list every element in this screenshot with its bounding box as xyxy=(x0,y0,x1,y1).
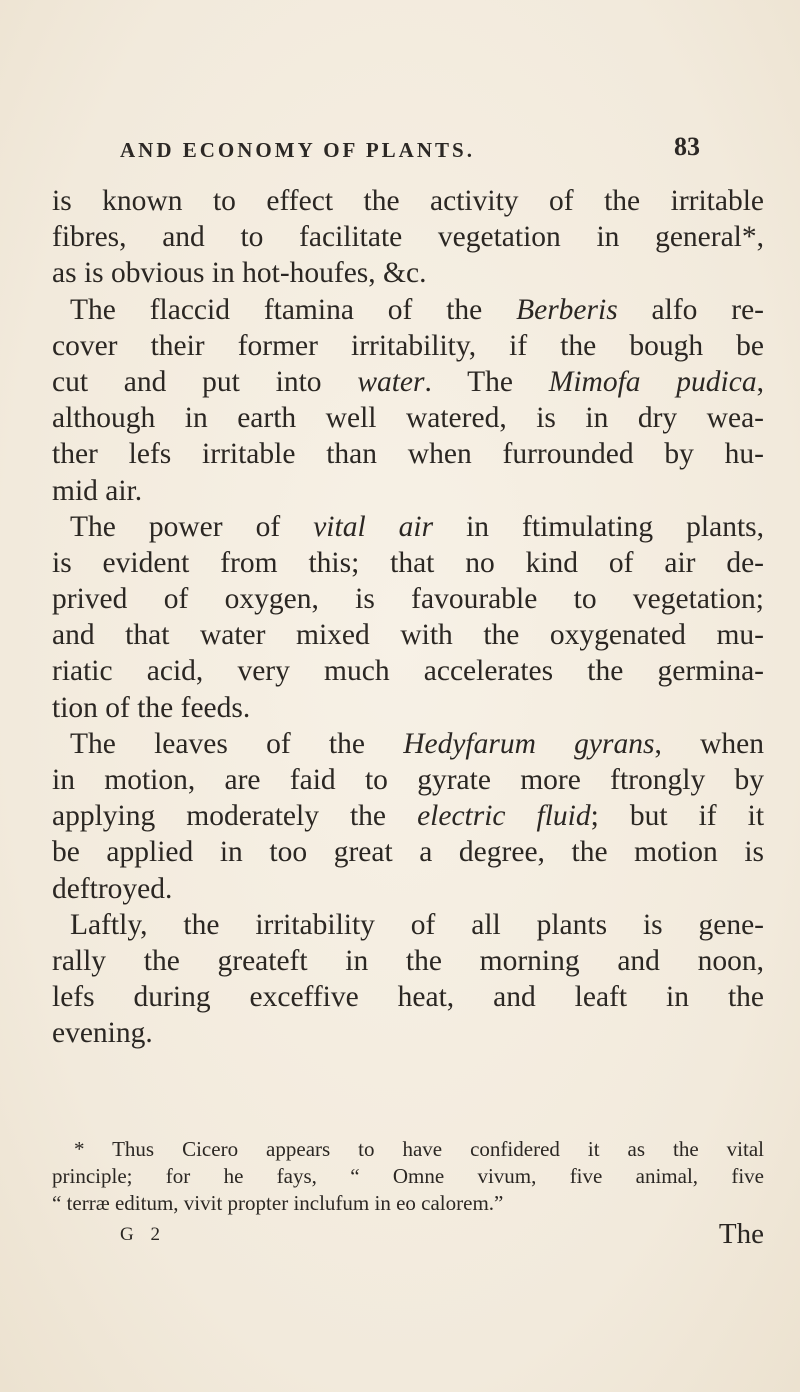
text-run: is evident from this; that no kind of air de- xyxy=(52,546,764,579)
page-number: 83 xyxy=(674,132,700,161)
text-line xyxy=(52,798,764,834)
text-run: The flaccid ftamina of the xyxy=(70,293,517,326)
footnote-line: * Thus Cicero appears to have confidered it as the vital xyxy=(74,1137,764,1161)
text-line xyxy=(52,979,764,1015)
text-run: lefs during exceffive heat, and leaft in the xyxy=(52,981,764,1014)
text-run: evening. xyxy=(52,1017,153,1050)
text-run: cover their former irritability, if the bough be xyxy=(52,329,764,362)
italic-term: Mimofa pudica xyxy=(548,365,757,398)
text-line xyxy=(52,255,764,291)
text-run: . The xyxy=(424,365,549,398)
text-run: Laftly, the irritability of all plants is gene- xyxy=(70,908,764,941)
text-line xyxy=(52,219,764,255)
text-line xyxy=(52,581,764,617)
text-run: is known to effect the activity of the irritable xyxy=(52,185,764,217)
text-line xyxy=(52,1015,764,1051)
text-line xyxy=(52,726,764,762)
text-run: rally the greateft in the morning and noon, xyxy=(52,944,764,977)
text-run: in motion, are faid to gyrate more ftrongly by xyxy=(52,764,764,796)
text-line xyxy=(52,436,764,472)
italic-term: water xyxy=(357,365,425,398)
text-run: ther lefs irritable than when furrounded by hu- xyxy=(52,438,764,471)
running-title: AND ECONOMY OF PLANTS. xyxy=(120,138,475,162)
italic-term: Hedyfarum gyrans xyxy=(403,727,655,760)
footnote-line: “ terræ editum, vivit propter inclufum in eo calorem.” xyxy=(52,1191,504,1215)
text-run: deftroyed. xyxy=(52,872,173,905)
text-run: fibres, and to facilitate vegetation in general*, xyxy=(52,221,764,254)
text-run: and that water mixed with the oxygenated mu- xyxy=(52,619,764,652)
footnote-line: principle; for he fays, “ Omne vivum, five animal, five xyxy=(52,1164,764,1188)
text-run: The power of xyxy=(70,510,314,543)
text-line xyxy=(52,509,764,545)
text-line xyxy=(52,364,764,400)
text-line xyxy=(52,545,764,581)
text-run: , when xyxy=(654,727,764,760)
running-head xyxy=(120,132,700,172)
text-run: as is obvious in hot-houfes, &c. xyxy=(52,257,427,290)
text-run: in ftimulating plants, xyxy=(433,510,764,543)
text-line xyxy=(52,400,764,436)
text-line xyxy=(52,617,764,653)
page-footer xyxy=(120,1218,764,1254)
footnote xyxy=(52,1136,764,1217)
text-run: riatic acid, very much accelerates the germina- xyxy=(52,655,764,688)
text-line xyxy=(52,834,764,870)
text-line xyxy=(52,328,764,364)
text-line xyxy=(52,292,764,328)
italic-term: vital air xyxy=(313,510,434,543)
signature-mark: G 2 xyxy=(120,1224,166,1245)
text-run: The leaves of the xyxy=(70,727,404,760)
text-line xyxy=(52,653,764,689)
text-run: cut and put into xyxy=(52,365,358,398)
body-text xyxy=(52,183,764,1052)
text-run: prived of oxygen, is favourable to vegetation; xyxy=(52,583,764,616)
text-run: tion of the feeds. xyxy=(52,691,251,724)
text-line xyxy=(52,907,764,943)
text-line xyxy=(52,690,764,726)
italic-term: electric fluid xyxy=(417,800,591,833)
text-run: be applied in too great a degree, the motion is xyxy=(52,836,764,869)
text-line xyxy=(52,473,764,509)
text-run: , xyxy=(756,365,764,398)
text-run: alfo re- xyxy=(617,293,764,326)
text-line xyxy=(52,871,764,907)
text-run: although in earth well watered, is in dry wea- xyxy=(52,402,764,435)
text-run: applying moderately the xyxy=(52,800,418,833)
text-run: ; but if it xyxy=(590,800,765,833)
text-run: mid air. xyxy=(52,474,143,507)
text-line xyxy=(52,762,764,798)
catchword: The xyxy=(718,1218,764,1250)
text-line xyxy=(52,183,764,219)
text-line xyxy=(52,943,764,979)
italic-term: Berberis xyxy=(516,293,618,326)
